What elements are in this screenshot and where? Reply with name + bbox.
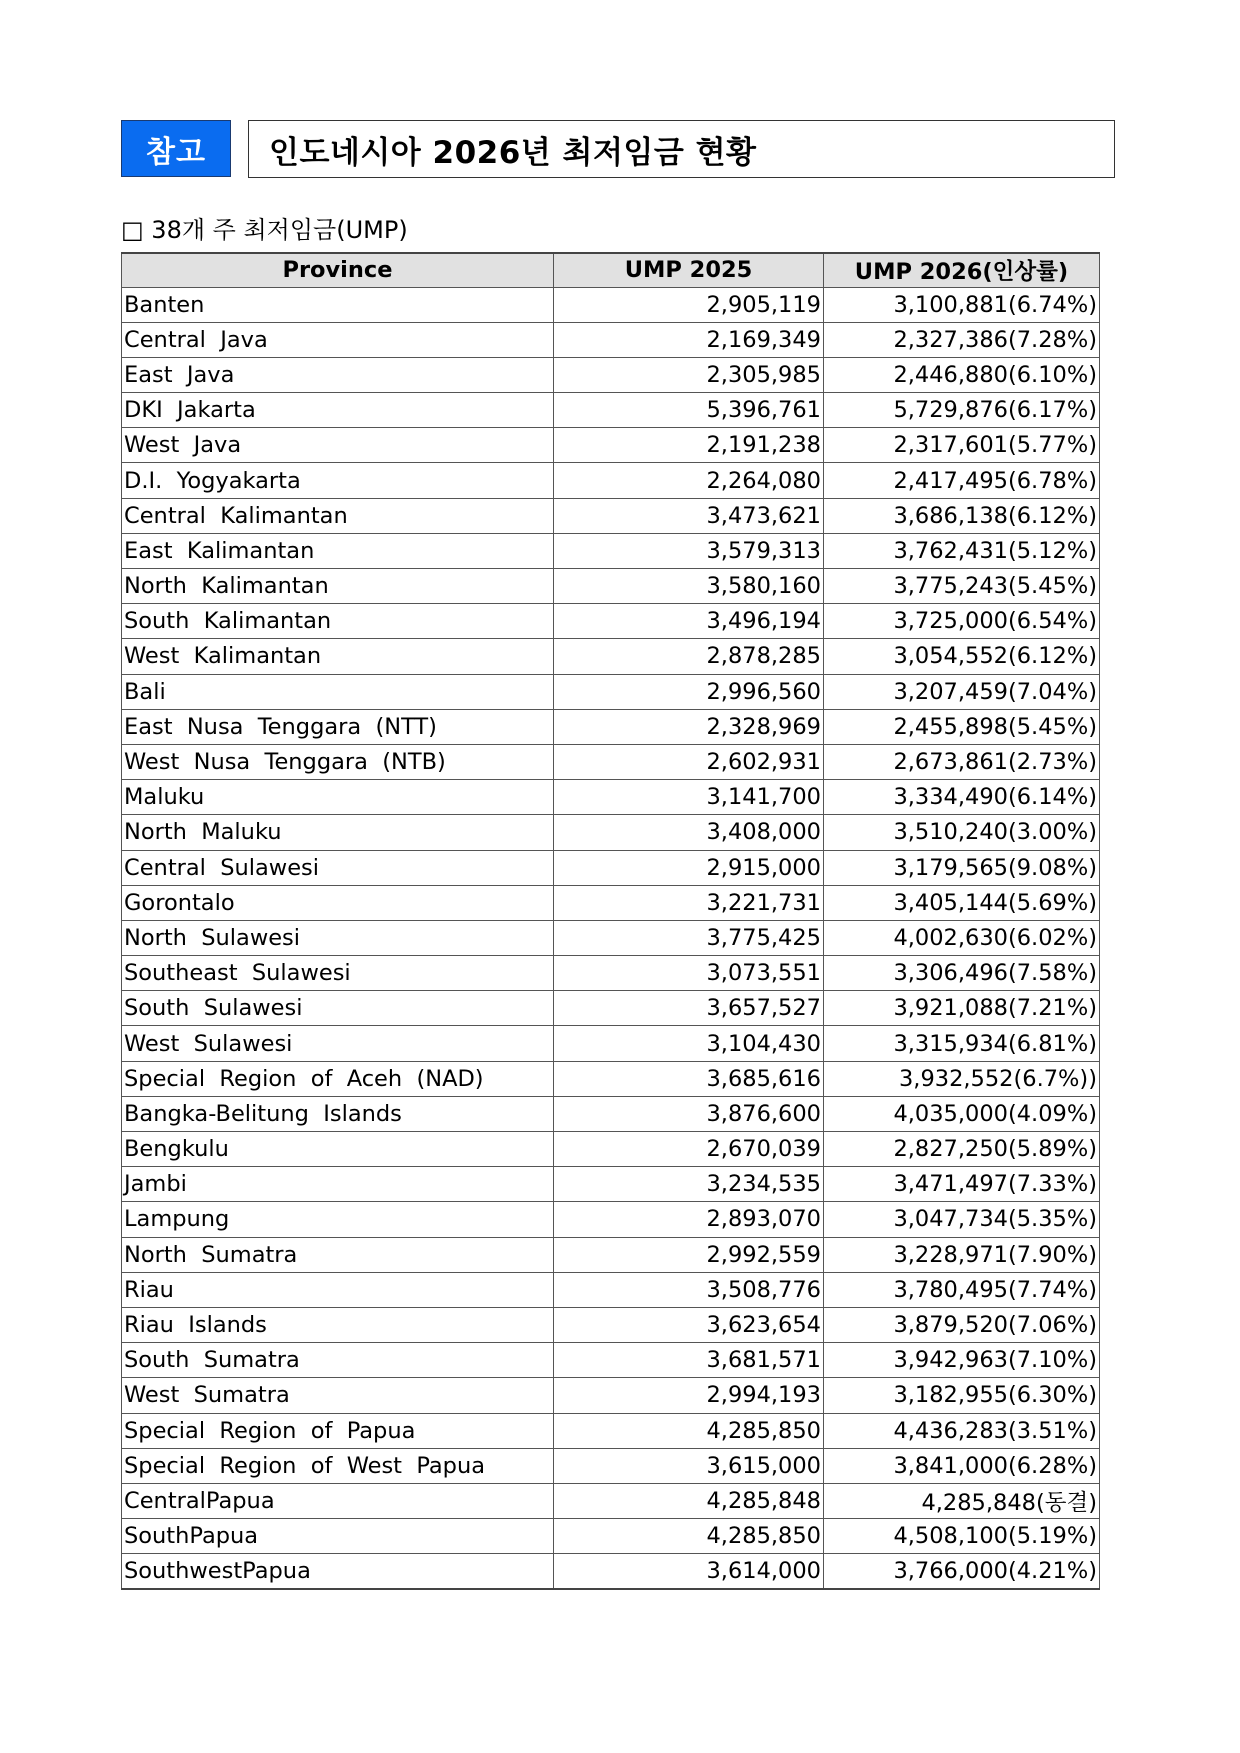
ump-2026-cell: 3,921,088(7.21%) [824,991,1100,1026]
ump-2025-cell: 3,141,700 [554,780,824,815]
ump-2025-cell: 3,657,527 [554,991,824,1026]
ump-2025-cell: 3,221,731 [554,885,824,920]
column-header-ump-2026: UMP 2026(인상률) [824,253,1100,287]
table-row [122,1272,1100,1307]
table-row [122,569,1100,604]
table-row [122,287,1100,322]
province-cell: South Kalimantan [122,604,554,639]
ump-2025-cell: 3,579,313 [554,533,824,568]
table-row [122,533,1100,568]
table-row [122,322,1100,357]
province-cell: North Maluku [122,815,554,850]
province-cell: Southeast Sulawesi [122,956,554,991]
ump-2025-cell: 4,285,848 [554,1483,824,1518]
ump-2026-cell: 3,207,459(7.04%) [824,674,1100,709]
ump-2025-cell: 2,264,080 [554,463,824,498]
ump-2026-cell: 3,471,497(7.33%) [824,1167,1100,1202]
ump-2025-cell: 2,915,000 [554,850,824,885]
ump-2025-cell: 3,508,776 [554,1272,824,1307]
province-cell: SouthwestPapua [122,1554,554,1589]
province-cell: Riau Islands [122,1307,554,1342]
ump-2025-cell: 2,305,985 [554,357,824,392]
table-row [122,393,1100,428]
table-row [122,1448,1100,1483]
ump-2026-cell: 2,327,386(7.28%) [824,322,1100,357]
ump-2025-cell: 3,614,000 [554,1554,824,1589]
ump-2025-cell: 2,602,931 [554,744,824,779]
province-cell: West Kalimantan [122,639,554,674]
province-cell: Special Region of West Papua [122,1448,554,1483]
ump-2025-cell: 3,496,194 [554,604,824,639]
ump-2026-cell: 2,317,601(5.77%) [824,428,1100,463]
ump-2026-cell: 2,446,880(6.10%) [824,357,1100,392]
province-cell: South Sumatra [122,1343,554,1378]
province-cell: East Java [122,357,554,392]
ump-2025-cell: 5,396,761 [554,393,824,428]
province-cell: West Sulawesi [122,1026,554,1061]
ump-2026-cell: 4,035,000(4.09%) [824,1096,1100,1131]
ump-2025-cell: 2,893,070 [554,1202,824,1237]
ump-2026-cell: 2,673,861(2.73%) [824,744,1100,779]
table-row [122,357,1100,392]
table-row [122,1202,1100,1237]
ump-2025-cell: 3,876,600 [554,1096,824,1131]
ump-2025-cell: 2,992,559 [554,1237,824,1272]
table-row [122,1096,1100,1131]
province-cell: Maluku [122,780,554,815]
province-cell: North Sumatra [122,1237,554,1272]
page-title: 인도네시아 2026년 최저임금 현황 [269,134,757,171]
province-cell: CentralPapua [122,1483,554,1518]
table-row [122,1026,1100,1061]
ump-2026-cell: 3,100,881(6.74%) [824,287,1100,322]
ump-2025-cell: 3,623,654 [554,1307,824,1342]
column-header-ump-2025: UMP 2025 [554,253,824,287]
table-row [122,709,1100,744]
province-cell: D.I. Yogyakarta [122,463,554,498]
province-cell: Bali [122,674,554,709]
page-title-box [248,120,1115,178]
table-row [122,744,1100,779]
ump-2025-cell: 3,073,551 [554,956,824,991]
table-row [122,885,1100,920]
table-row [122,1519,1100,1554]
ump-2026-cell: 5,729,876(6.17%) [824,393,1100,428]
table-row [122,780,1100,815]
province-cell: DKI Jakarta [122,393,554,428]
province-cell: Central Sulawesi [122,850,554,885]
ump-2025-cell: 2,878,285 [554,639,824,674]
ump-2025-cell: 3,104,430 [554,1026,824,1061]
province-cell: SouthPapua [122,1519,554,1554]
province-cell: Bengkulu [122,1132,554,1167]
table-row [122,1413,1100,1448]
province-cell: Bangka-Belitung Islands [122,1096,554,1131]
table-row [122,639,1100,674]
ump-2026-cell: 2,827,250(5.89%) [824,1132,1100,1167]
table-row [122,815,1100,850]
ump-2026-cell: 3,932,552(6.7%)) [824,1061,1100,1096]
ump-2026-cell: 3,179,565(9.08%) [824,850,1100,885]
ump-2026-cell: 3,780,495(7.74%) [824,1272,1100,1307]
ump-2026-cell: 3,841,000(6.28%) [824,1448,1100,1483]
province-cell: Central Kalimantan [122,498,554,533]
table-row [122,674,1100,709]
province-cell: South Sulawesi [122,991,554,1026]
ump-2026-cell: 4,436,283(3.51%) [824,1413,1100,1448]
ump-2026-cell: 3,775,243(5.45%) [824,569,1100,604]
province-cell: West Java [122,428,554,463]
table-row [122,1237,1100,1272]
table-row [122,1307,1100,1342]
ump-2025-cell: 4,285,850 [554,1413,824,1448]
ump-2026-cell: 3,762,431(5.12%) [824,533,1100,568]
province-cell: Lampung [122,1202,554,1237]
ump-2026-cell: 3,879,520(7.06%) [824,1307,1100,1342]
table-row [122,604,1100,639]
ump-2025-cell: 3,234,535 [554,1167,824,1202]
ump-2026-cell: 3,942,963(7.10%) [824,1343,1100,1378]
province-cell: East Kalimantan [122,533,554,568]
table-row [122,920,1100,955]
ump-2026-cell: 3,315,934(6.81%) [824,1026,1100,1061]
province-cell: West Nusa Tenggara (NTB) [122,744,554,779]
table-row [122,1343,1100,1378]
table-row [122,1167,1100,1202]
ump-2026-cell: 3,510,240(3.00%) [824,815,1100,850]
ump-2026-cell: 3,182,955(6.30%) [824,1378,1100,1413]
table-row [122,1132,1100,1167]
table-header-row [122,253,1100,287]
ump-2025-cell: 3,473,621 [554,498,824,533]
ump-2026-cell: 2,417,495(6.78%) [824,463,1100,498]
minimum-wage-table [121,252,1100,1590]
ump-2026-cell: 3,766,000(4.21%) [824,1554,1100,1589]
ump-2025-cell: 2,328,969 [554,709,824,744]
ump-2025-cell: 3,775,425 [554,920,824,955]
section-heading: □ 38개 주 최저임금(UMP) [121,216,408,244]
ump-2025-cell: 3,615,000 [554,1448,824,1483]
province-cell: Banten [122,287,554,322]
table-body [122,287,1100,1589]
province-cell: Gorontalo [122,885,554,920]
province-cell: North Kalimantan [122,569,554,604]
table-row [122,991,1100,1026]
province-cell: North Sulawesi [122,920,554,955]
table-row [122,956,1100,991]
province-cell: Jambi [122,1167,554,1202]
table-row [122,850,1100,885]
table-row [122,428,1100,463]
province-cell: Special Region of Papua [122,1413,554,1448]
ump-2026-cell: 3,725,000(6.54%) [824,604,1100,639]
ump-2025-cell: 3,580,160 [554,569,824,604]
reference-badge [121,120,231,177]
ump-2025-cell: 3,685,616 [554,1061,824,1096]
ump-2025-cell: 2,996,560 [554,674,824,709]
ump-2025-cell: 2,169,349 [554,322,824,357]
table-row [122,1378,1100,1413]
province-cell: East Nusa Tenggara (NTT) [122,709,554,744]
province-cell: Special Region of Aceh (NAD) [122,1061,554,1096]
province-cell: West Sumatra [122,1378,554,1413]
province-cell: Riau [122,1272,554,1307]
table-row [122,1554,1100,1589]
ump-2026-cell: 4,508,100(5.19%) [824,1519,1100,1554]
province-cell: Central Java [122,322,554,357]
ump-2025-cell: 2,905,119 [554,287,824,322]
table-row [122,463,1100,498]
ump-2026-cell: 3,405,144(5.69%) [824,885,1100,920]
ump-2026-cell: 2,455,898(5.45%) [824,709,1100,744]
ump-2025-cell: 2,670,039 [554,1132,824,1167]
ump-2025-cell: 3,681,571 [554,1343,824,1378]
ump-2026-cell: 3,686,138(6.12%) [824,498,1100,533]
ump-2026-cell: 4,002,630(6.02%) [824,920,1100,955]
column-header-province: Province [122,253,554,287]
ump-2025-cell: 4,285,850 [554,1519,824,1554]
ump-2026-cell: 4,285,848(동결) [824,1483,1100,1518]
reference-badge-label: 참고 [146,134,206,170]
table-row [122,498,1100,533]
ump-2026-cell: 3,228,971(7.90%) [824,1237,1100,1272]
ump-2025-cell: 3,408,000 [554,815,824,850]
ump-2025-cell: 2,191,238 [554,428,824,463]
table-row [122,1061,1100,1096]
ump-2026-cell: 3,334,490(6.14%) [824,780,1100,815]
ump-2026-cell: 3,054,552(6.12%) [824,639,1100,674]
ump-2026-cell: 3,047,734(5.35%) [824,1202,1100,1237]
table-row [122,1483,1100,1518]
ump-2026-cell: 3,306,496(7.58%) [824,956,1100,991]
ump-2025-cell: 2,994,193 [554,1378,824,1413]
